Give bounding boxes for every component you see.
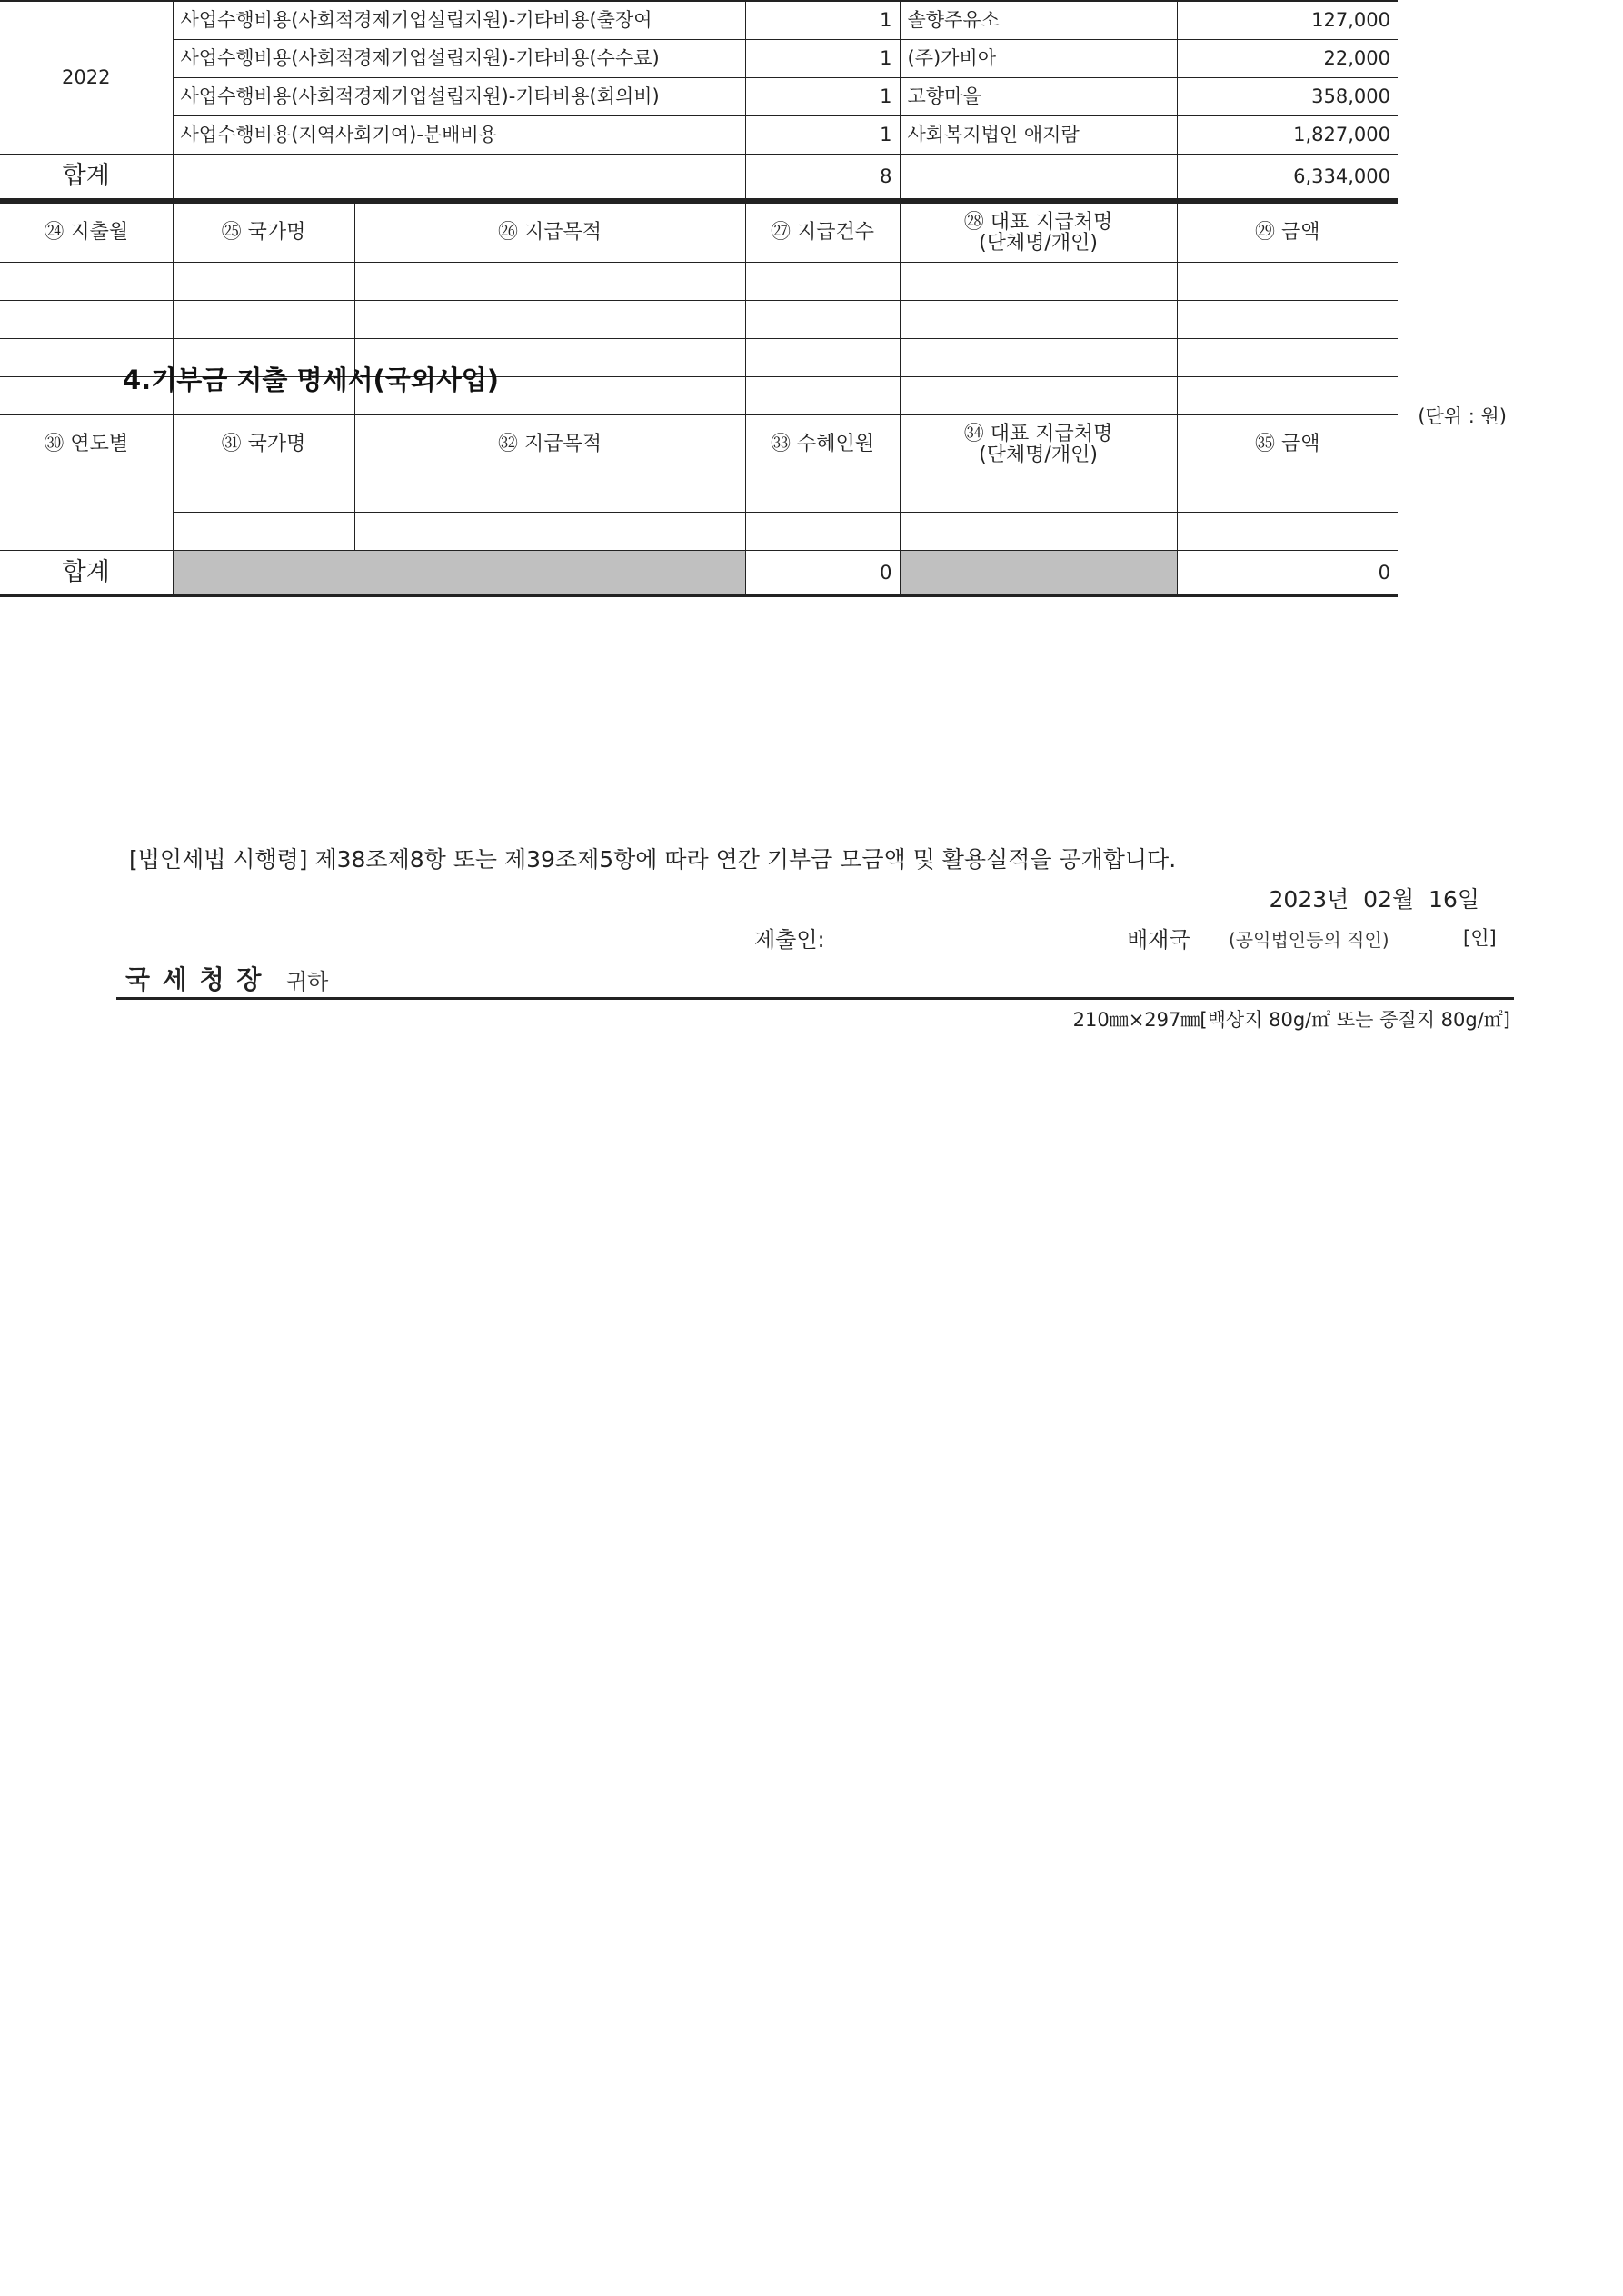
- total-count: 8: [745, 155, 900, 200]
- recipient-cell: 사회복지법인 애지람: [900, 116, 1177, 155]
- year-cell: 2022: [0, 1, 173, 155]
- amount-cell: 1,827,000: [1177, 116, 1398, 155]
- table-row: [0, 1, 1398, 40]
- col-header-beneficiaries: ㉝ 수혜인원: [745, 415, 900, 474]
- shaded-cell: [173, 551, 745, 596]
- col-header-purpose: ㉜ 지급목적: [354, 415, 745, 474]
- count-cell: 1: [745, 40, 900, 78]
- count-cell: 1: [745, 78, 900, 116]
- col-header-recipient-line2: (단체명/개인): [979, 232, 1098, 255]
- seal-mark: [인]: [1463, 927, 1497, 949]
- section-title: 4.기부금 지출 명세서(국외사업): [123, 364, 500, 395]
- purpose-cell: 사업수행비용(사회적경제기업설립지원)-기타비용(회의비): [173, 78, 745, 116]
- table-row: [0, 40, 1398, 78]
- amount-cell: 127,000: [1177, 1, 1398, 40]
- empty-cell: [173, 155, 745, 200]
- col-header-country: ㉕ 국가명: [173, 203, 354, 263]
- recipient-cell: 고향마을: [900, 78, 1177, 116]
- col-header-year: ㉚ 연도별: [0, 415, 173, 474]
- purpose-cell: 사업수행비용(사회적경제기업설립지원)-기타비용(출장여: [173, 1, 745, 40]
- col-header-count: ㉗ 지급건수: [745, 203, 900, 263]
- recipient-cell: (주)가비아: [900, 40, 1177, 78]
- footer-divider: [116, 997, 1514, 1000]
- submitter-name: 배재국: [1127, 927, 1190, 953]
- honorific: 귀하: [286, 969, 329, 994]
- table-row: [0, 301, 1398, 339]
- empty-cell: [900, 155, 1177, 200]
- table-row: [0, 474, 1398, 513]
- unit-label: (단위 : 원): [1418, 405, 1507, 427]
- submitter-role: (공익법인등의 직인): [1229, 929, 1389, 951]
- col-header-purpose: ㉖ 지급목적: [354, 203, 745, 263]
- addressee: 국 세 청 장: [125, 964, 264, 994]
- table-row: [0, 513, 1398, 551]
- table-row: [0, 78, 1398, 116]
- total-row: [0, 551, 1398, 596]
- total-amount: 6,334,000: [1177, 155, 1398, 200]
- header-row: [0, 203, 1398, 263]
- count-cell: 1: [745, 1, 900, 40]
- col-header-recipient-line2: (단체명/개인): [979, 444, 1098, 466]
- col-header-recipient-line1: ㉞ 대표 지급처명: [963, 422, 1113, 445]
- shaded-cell: [900, 551, 1177, 596]
- overseas-expense-table: [0, 201, 1398, 597]
- purpose-cell: 사업수행비용(사회적경제기업설립지원)-기타비용(수수료): [173, 40, 745, 78]
- col-header-recipient: [900, 203, 1177, 263]
- col-header-recipient: [900, 415, 1177, 474]
- recipient-cell: 솔향주유소: [900, 1, 1177, 40]
- legal-notice: [법인세법 시행령] 제38조제8항 또는 제39조제5항에 따라 연간 기부금 모금액 및 활용실적을 공개합니다.: [129, 846, 1177, 873]
- amount-cell: 22,000: [1177, 40, 1398, 78]
- count-cell: 1: [745, 116, 900, 155]
- table-row: [0, 263, 1398, 301]
- purpose-cell: 사업수행비용(지역사회기여)-분배비용: [173, 116, 745, 155]
- col-header-amount: ㉟ 금액: [1177, 415, 1398, 474]
- domestic-expense-table: [0, 0, 1398, 201]
- table-row: [0, 116, 1398, 155]
- col-header-amount: ㉙ 금액: [1177, 203, 1398, 263]
- total-label: 합계: [0, 551, 173, 596]
- col-header-month: ㉔ 지출월: [0, 203, 173, 263]
- total-row: [0, 155, 1398, 200]
- total-count: 0: [745, 551, 900, 596]
- paper-spec: 210㎜×297㎜[백상지 80g/㎡ 또는 중질지 80g/㎡]: [1072, 1009, 1510, 1031]
- total-label: 합계: [0, 155, 173, 200]
- header-row: [0, 415, 1398, 474]
- amount-cell: 358,000: [1177, 78, 1398, 116]
- submission-date: 2023년 02월 16일: [1269, 886, 1479, 913]
- col-header-recipient-line1: ㉘ 대표 지급처명: [963, 210, 1113, 234]
- total-amount: 0: [1177, 551, 1398, 596]
- col-header-country: ㉛ 국가명: [173, 415, 354, 474]
- submitter-label: 제출인:: [754, 927, 825, 953]
